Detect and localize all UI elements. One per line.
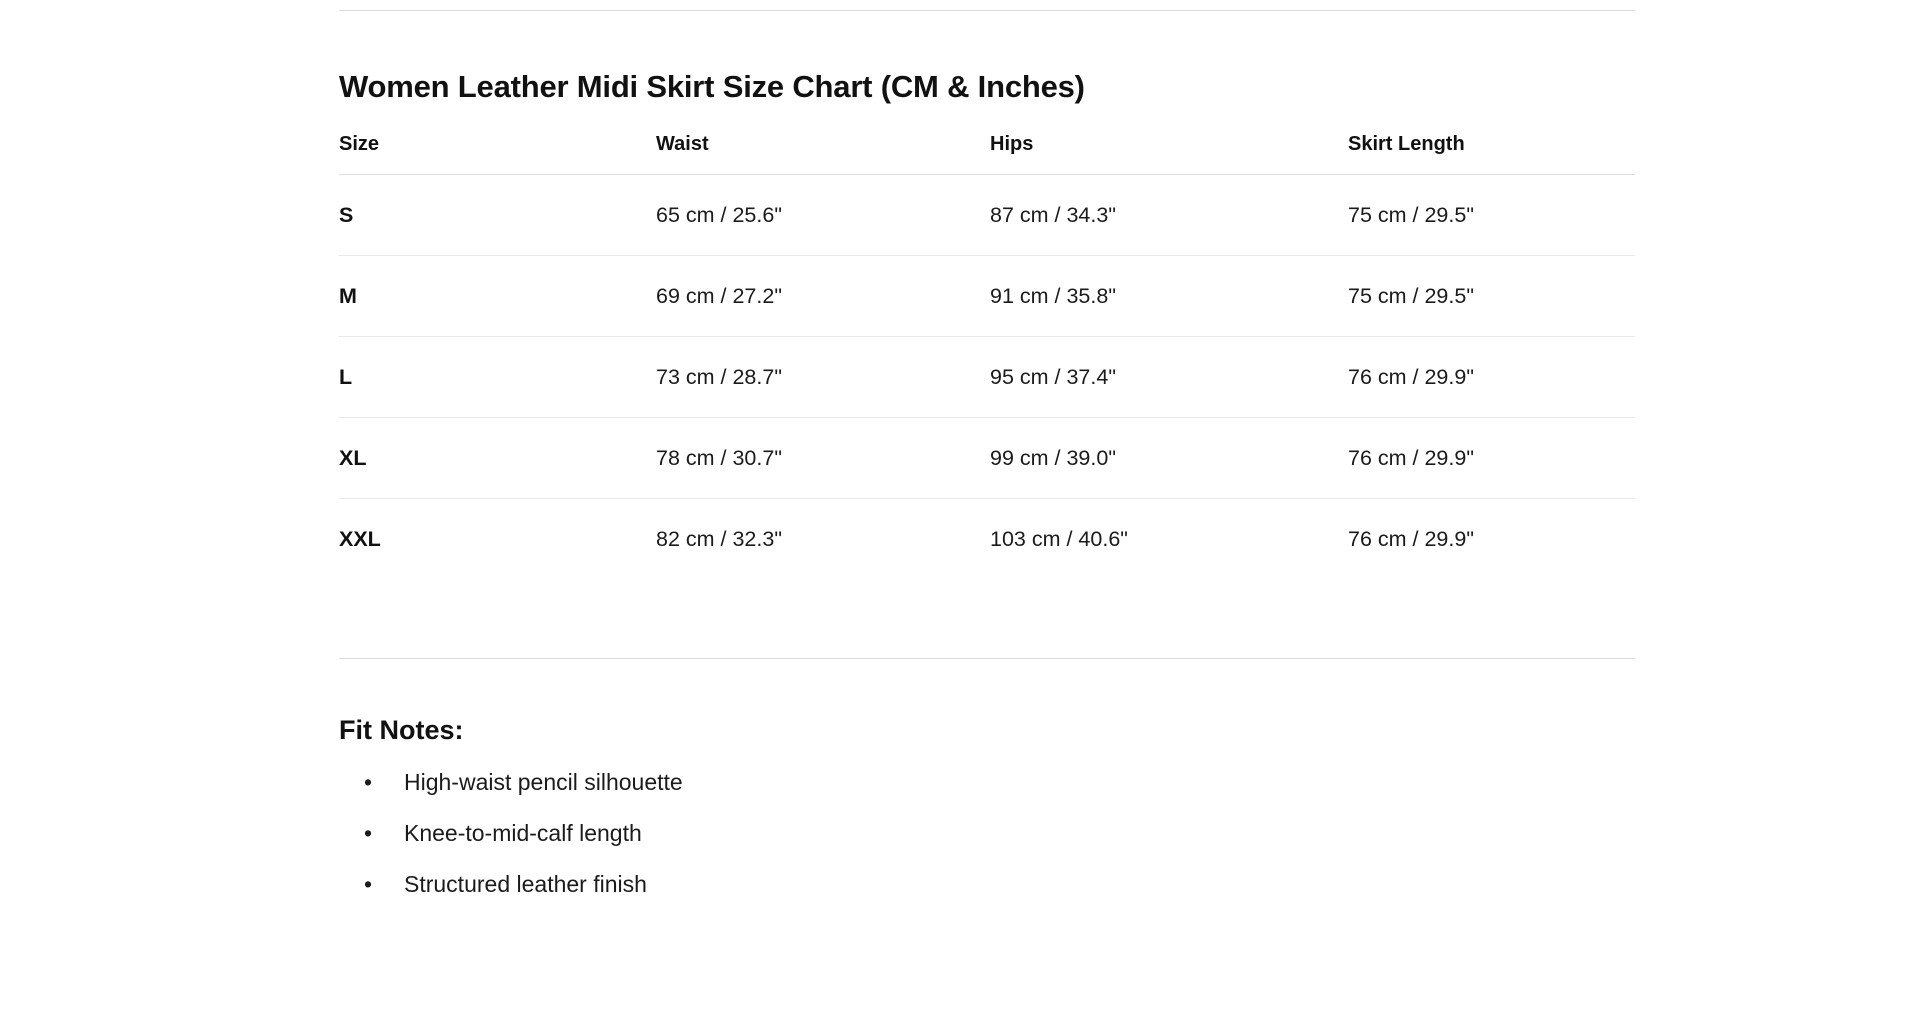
cell-waist: 69 cm / 27.2" bbox=[656, 256, 990, 337]
cell-size: XL bbox=[339, 418, 656, 499]
table-row bbox=[339, 499, 1635, 580]
cell-waist: 65 cm / 25.6" bbox=[656, 175, 990, 256]
size-chart-table bbox=[339, 133, 1635, 579]
content-column bbox=[339, 10, 1635, 920]
table-row bbox=[339, 337, 1635, 418]
cell-size: L bbox=[339, 337, 656, 418]
section-divider bbox=[339, 658, 1635, 659]
column-header-hips: Hips bbox=[990, 133, 1348, 175]
bullet-icon: • bbox=[364, 819, 373, 846]
bullet-icon: • bbox=[364, 769, 373, 796]
cell-hips: 99 cm / 39.0" bbox=[990, 418, 1348, 499]
cell-skirt-length: 76 cm / 29.9" bbox=[1348, 418, 1635, 499]
table-row bbox=[339, 418, 1635, 499]
bullet-icon: • bbox=[364, 870, 373, 897]
table-header-row bbox=[339, 133, 1635, 175]
column-header-skirt-length: Skirt Length bbox=[1348, 133, 1635, 175]
cell-waist: 82 cm / 32.3" bbox=[656, 527, 782, 552]
list-item bbox=[339, 819, 1635, 848]
cell-skirt-length: 76 cm / 29.9" bbox=[1348, 527, 1474, 552]
list-item bbox=[339, 768, 1635, 797]
page-title: Women Leather Midi Skirt Size Chart (CM & Inches) bbox=[339, 69, 1085, 104]
cell-hips: 95 cm / 37.4" bbox=[990, 337, 1348, 418]
cell-skirt-length: 75 cm / 29.5" bbox=[1348, 175, 1635, 256]
list-item-label: Structured leather finish bbox=[404, 870, 647, 897]
list-item-label: Knee-to-mid-calf length bbox=[404, 819, 642, 846]
table-row bbox=[339, 175, 1635, 256]
cell-hips: 87 cm / 34.3" bbox=[990, 175, 1348, 256]
list-item-label: High-waist pencil silhouette bbox=[404, 769, 683, 796]
cell-size: M bbox=[339, 256, 656, 337]
cell-size: S bbox=[339, 175, 656, 256]
cell-skirt-length: 76 cm / 29.9" bbox=[1348, 337, 1635, 418]
column-header-waist: Waist bbox=[656, 133, 990, 175]
cell-hips: 103 cm / 40.6" bbox=[990, 527, 1128, 552]
fit-notes-title: Fit Notes: bbox=[339, 715, 464, 746]
cell-waist: 73 cm / 28.7" bbox=[656, 337, 990, 418]
cell-skirt-length: 75 cm / 29.5" bbox=[1348, 256, 1635, 337]
list-item bbox=[339, 870, 1635, 899]
cell-size: XXL bbox=[339, 527, 381, 552]
fit-notes-list bbox=[339, 768, 1635, 898]
column-header-size: Size bbox=[339, 133, 656, 175]
table-row bbox=[339, 256, 1635, 337]
cell-hips: 91 cm / 35.8" bbox=[990, 256, 1348, 337]
cell-waist: 78 cm / 30.7" bbox=[656, 418, 990, 499]
